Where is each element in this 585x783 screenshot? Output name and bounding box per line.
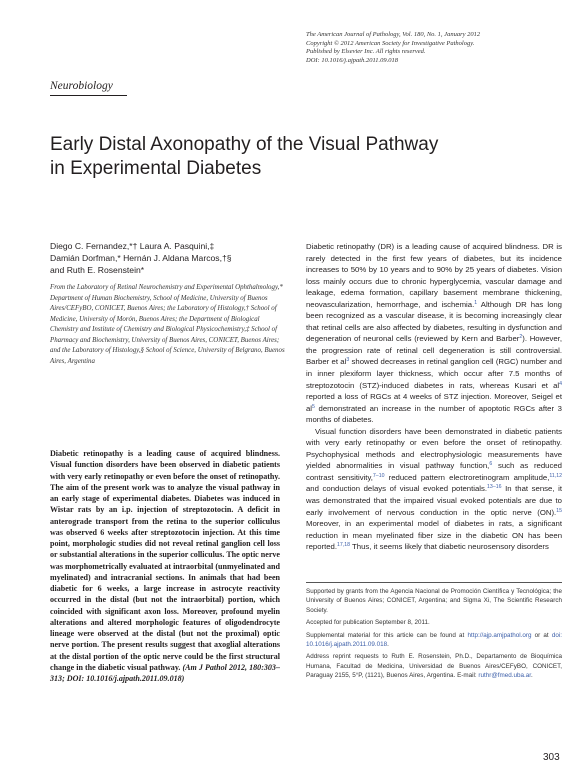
reference-link[interactable]: 1 (474, 299, 478, 306)
footnote-text: or at (531, 631, 552, 639)
body-text-run: Visual function disorders have been demonstrated in diabetic patients with very early retinopathy or even before the onset of retinopathy. Psychophysical methods and electrophysiologic measurements have yielded abnormalities in visual pathway function, (306, 426, 562, 471)
body-text-run: Thus, it seems likely that diabetic neurosensory disorders (350, 542, 549, 552)
journal-header (306, 31, 566, 65)
reference-link[interactable]: 3 (346, 357, 350, 364)
footnote-text: Address reprint requests to Ruth E. Rosenstein, Ph.D., Departamento de Bioquímica Humana, Facultad de Medicina, Universidad de Buenos Aires/CEFyBO, CONICET, Paraguay 2155, 5°P, (1121), Buenos Aires, Argentina. E-mail: (306, 653, 562, 680)
footnote-divider (306, 582, 562, 583)
reference-link[interactable]: 17,18 (337, 542, 351, 549)
reference-link[interactable]: 2 (519, 334, 523, 341)
reference-link[interactable]: 4 (559, 380, 562, 387)
body-text-run: reported a loss of RGCs at 4 weeks of STZ injection. Moreover, Seigel et al (306, 392, 562, 413)
funding-note: Supported by grants from the Agencia Nacional de Promoción Científica y Tecnológica; the University of Buenos Aires; CONICET, Argentina; and Sigma Xi, The Scientific Research Society. (306, 588, 562, 614)
copyright-line: Copyright © 2012 American Society for Investigative Pathology. (306, 39, 475, 47)
section-label: Neurobiology (50, 80, 113, 92)
page-number: 303 (543, 752, 560, 763)
body-text-run: Although DR has long been recognized as a vascular disease, it is becoming increasingly clear that retinal cells are also affected by diabetes, resulting in dysfunction and degeneration of neuronal cells (reviewed by Kern and Barber (306, 299, 562, 344)
supplemental-link[interactable]: http://ajp.amjpathol.org (467, 631, 532, 639)
reference-link[interactable]: 7–10 (372, 472, 385, 479)
body-text-run: showed decreases in retinal ganglion cell (RGC) number and in inner plexiform layer thickness, which occur after 7.5 months of streptozotocin (STZ)-induced diabetes in rats, whereas Kusari et al (306, 357, 562, 390)
reference-link[interactable]: 15 (556, 507, 562, 514)
abstract-citation: (Am J Pathol 2012, 180:303–313; DOI: 10.1016/j.ajpath.2011.09.018) (50, 662, 280, 683)
reference-link[interactable]: 6 (489, 461, 493, 468)
journal-citation-line: The American Journal of Pathology, Vol. 180, No. 1, January 2012 (306, 31, 481, 38)
abstract (50, 448, 280, 684)
footnote-text: . (531, 672, 533, 680)
body-text-run: In that sense, it was demonstrated that the impaired visual evoked potentials are due to early involvement of nervous conduction in the optic nerve (ON). (306, 484, 562, 517)
footnotes (306, 587, 562, 684)
body-paragraph (306, 426, 562, 553)
doi-line: DOI: 10.1016/j.ajpath.2011.09.018 (306, 56, 398, 64)
affiliations: From the Laboratory of Retinal Neurochemistry and Experimental Ophthalmology,* Department of Human Biochemistry, School of Medicine, University of Buenos Aires/CEFyBO, CONICET, Buenos Aires; the Laboratory of Histology,† School of Medicine, University of Morón, Buenos Aires; the Department of Biological Chemistry and Institute of Chemistry and Biological Physicochemistry,‡ School of Pharmacy and Biochemistry, University of Buenos Aires, CONICET, Buenos Aires; and the Laboratory of Histology,§ School of Science, University of Belgrano, Buenos Aires, Argentina (50, 284, 285, 365)
reprint-note (306, 652, 562, 680)
section-divider (50, 95, 127, 96)
author-line: and Ruth E. Rosenstein* (50, 264, 145, 275)
reference-link[interactable]: 5 (312, 403, 315, 410)
reference-link[interactable]: 11,12 (549, 472, 562, 479)
body-text-run: such as reduced contrast sensitivity, (306, 461, 562, 482)
body-text (306, 241, 562, 553)
abstract-text: Diabetic retinopathy is a leading cause of acquired blindness. Visual function disorders have been observed in diabetic patients with very early retinopathy or even before the onset of retinopathy. The aim of the present work was to analyze the visual pathway in an early stage of experimental diabetes. Diabetes was induced in Wistar rats by an i.p. injection of streptozotocin. A deficit in anterograde transport from the retina to the superior colliculus was observed 6 weeks after streptozotocin injection. At this time point, morphologic studies did not reveal retinal ganglion cell loss or substantial alterations in the superior colliculus. The optic nerve was morphometrically evaluated at intraorbital (unmyelinated and myelinated) and intracranial sections. In animals that had been diabetic for 6 weeks, a large increase in astrocyte reactivity occurred in the distal (but not the intraorbital) portion, which coincided with significant axon loss. Moreover, profound myelin alterations and altered morphologic features of oligodendrocyte lineage were observed at the distal (but not the proximal) optic nerve portion. The present results suggest that axoglial alterations at the distal portion of the optic nerve could be the first structural change in the diabetic visual pathway. (50, 449, 280, 672)
body-text-run: demonstrated an increase in the number of apoptotic RGCs after 3 months of diabetes. (306, 403, 562, 425)
author-line: Damián Dorfman,* Hernán J. Aldana Marcos,†§ (50, 252, 232, 263)
footnote-text: Supplemental material for this article can be found at (306, 631, 468, 639)
accepted-note: Accepted for publication September 8, 2011. (306, 619, 430, 627)
body-text-run: Diabetic retinopathy (DR) is a leading cause of acquired blindness. DR is rarely detected in the first few years of diabetes, but its incidence increases to 50% by 10 years and to 90% by 25 years of diabetes. Vision loss mainly occurs due to chronic hyperglycemia, vascular damage and leakage, edema formation, capillary basement membrane thickening, neovascularization, hemorrhage, and ischemia. (306, 242, 562, 309)
doi-link[interactable]: doi: 10.1016/j.ajpath.2011.09.018 (306, 631, 562, 649)
supplemental-note (306, 631, 562, 650)
body-text-run: and conduction delays of visual evoked potentials. (306, 484, 488, 494)
footnote-text: . (387, 641, 389, 649)
body-text-run: Moreover, in an experimental model of diabetes in rats, a significant reduction in mean myelinated fiber size in the diabetic ON has been reported. (306, 519, 562, 552)
author-line: Diego C. Fernandez,*† Laura A. Pasquini,‡ (50, 241, 215, 251)
body-paragraph (306, 241, 562, 426)
publisher-line: Published by Elsevier Inc. All rights reserved. (306, 48, 426, 56)
body-text-run: ). However, the progression rate of retinal cell degeneration is still controversial. Barber et al (306, 334, 562, 367)
reference-link[interactable]: 13–16 (487, 484, 502, 491)
author-list (50, 241, 290, 276)
email-link[interactable]: ruthr@fmed.uba.ar (478, 672, 532, 680)
article-title: Early Distal Axonopathy of the Visual Pathway in Experimental Diabetes (50, 134, 439, 179)
body-text-run: reduced pattern electroretinogram amplitude, (384, 472, 550, 482)
